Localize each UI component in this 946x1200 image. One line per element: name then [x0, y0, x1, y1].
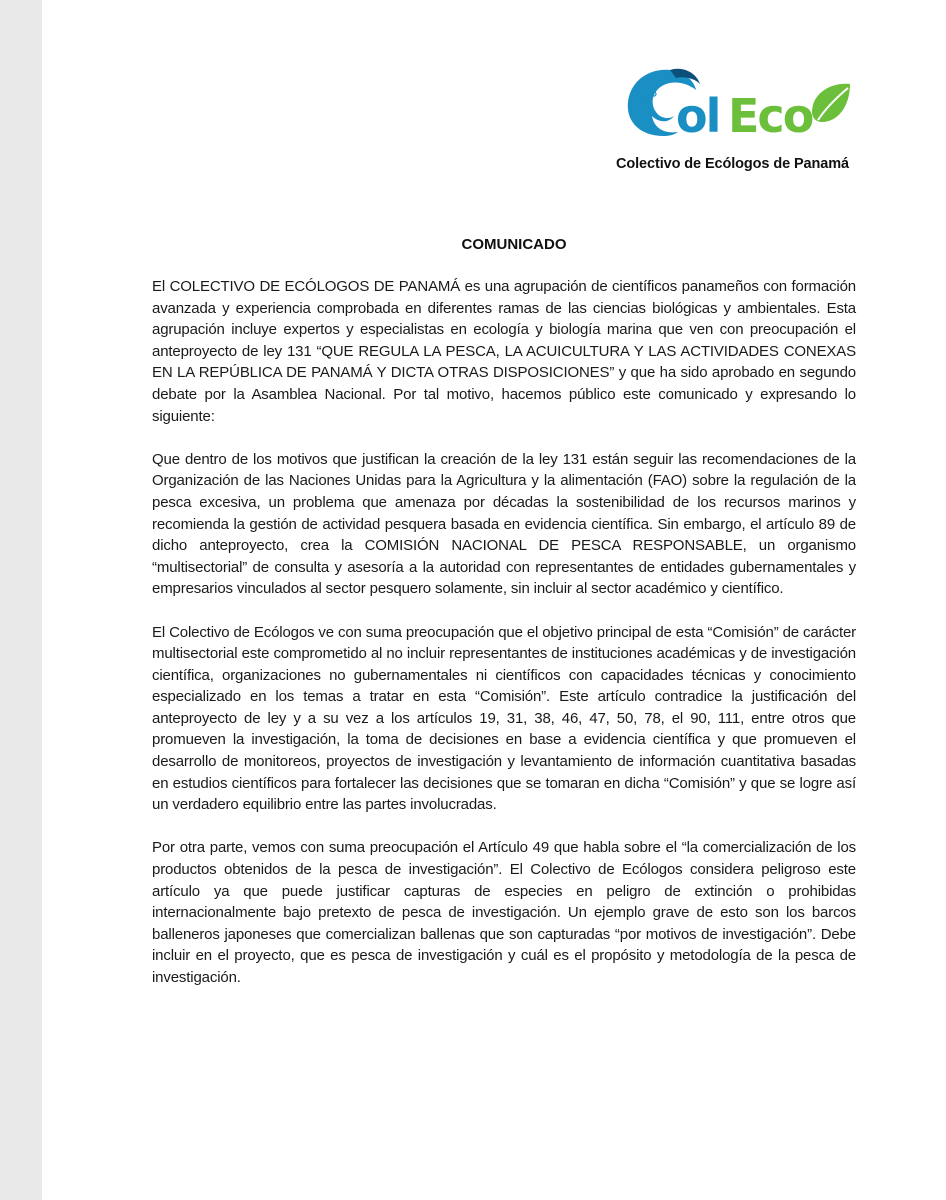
organization-name: Colectivo de Ecólogos de Panamá [616, 156, 849, 172]
logo-text-prefix: ol [676, 89, 720, 143]
document-body [152, 276, 856, 1010]
paragraph-motivos: Que dentro de los motivos que justifican la creación de la ley 131 están seguir las recomendaciones de la Organización de las Naciones Unidas para la Agricultura y la alimentación (FAO) sobre la regulación de la pesca excesiva, un problema que amenaza por décadas la sostenibilidad de los recursos marinos y recomienda la gestión de actividad pesquera basada en evidencia científica. Sin embargo, el artículo 89 de dicho anteproyecto, crea la COMISIÓN NACIONAL DE PESCA RESPONSABLE, un organismo “multisectorial” de consulta y asesoría a la autoridad con representantes de entidades gubernamentales y empresarios vinculados al sector pesquero solamente, sin incluir al sector académico y científico. [152, 450, 856, 598]
leaf-icon [812, 84, 850, 122]
document-title: COMUNICADO [461, 236, 567, 253]
document-page [42, 0, 946, 1200]
paragraph-articulo-49: Por otra parte, vemos con suma preocupación el Artículo 49 que habla sobre el “la comercialización de los productos obtenidos de la pesca de investigación”. El Colectivo de Ecólogos considera peligroso este artículo ya que puede justificar capturas de especies en peligro de extinción o prohibidas internacionalmente bajo pretexto de pesca de investigación. Un ejemplo grave de esto son los barcos balleneros japoneses que comercializan ballenas que son capturadas “por motivos de investigación”. Debe incluir en el proyecto, que es pesca de investigación y cuál es el propósito y metodología de la pesca de investigación. [152, 839, 856, 986]
paragraph-comision: El Colectivo de Ecólogos ve con suma preocupación que el objetivo principal de esta “Comisión” de carácter multisectorial este comprometido al no incluir representantes de instituciones académicas y de investigación científica, organizaciones no gubernamentales ni científicos con capacidades técnicas y conocimiento especializado en los temas a tratar en esta “Comisión”. Este artículo contradice la justificación del anteproyecto de ley y a su vez a los artículos 19, 31, 38, 46, 47, 50, 78, el 90, 111, entre otros que promueven la investigación, la toma de decisiones en base a evidencia científica y que promueven el desarrollo de monitoreos, proyectos de investigación y levantamiento de información cuantitativa basadas en estudios científicos para fortalecer las decisiones que se tomaran en dicha “Comisión” y que se logre así un verdadero equilibrio entre las partes involucradas. [152, 623, 856, 814]
logo-text-main: Eco [728, 89, 813, 143]
paragraph-intro: El COLECTIVO DE ECÓLOGOS DE PANAMÁ es una agrupación de científicos panameños con formación avanzada y experiencia comprobada en diferentes ramas de las ciencias biológicas y ambientales. Esta agrupación incluye expertos y especialistas en ecología y biología marina que ven con preocupación el anteproyecto de ley 131 “QUE REGULA LA PESCA, LA ACUICULTURA Y LAS ACTIVIDADES CONEXAS EN LA REPÚBLICA DE PANAMÁ Y DICTA OTRAS DISPOSICIONES” y que ha sido aprobado en segundo debate por la Asamblea Nacional. Por tal motivo, hacemos público este comunicado y expresando lo siguiente: [152, 278, 856, 425]
colectivo-logo [624, 64, 864, 144]
